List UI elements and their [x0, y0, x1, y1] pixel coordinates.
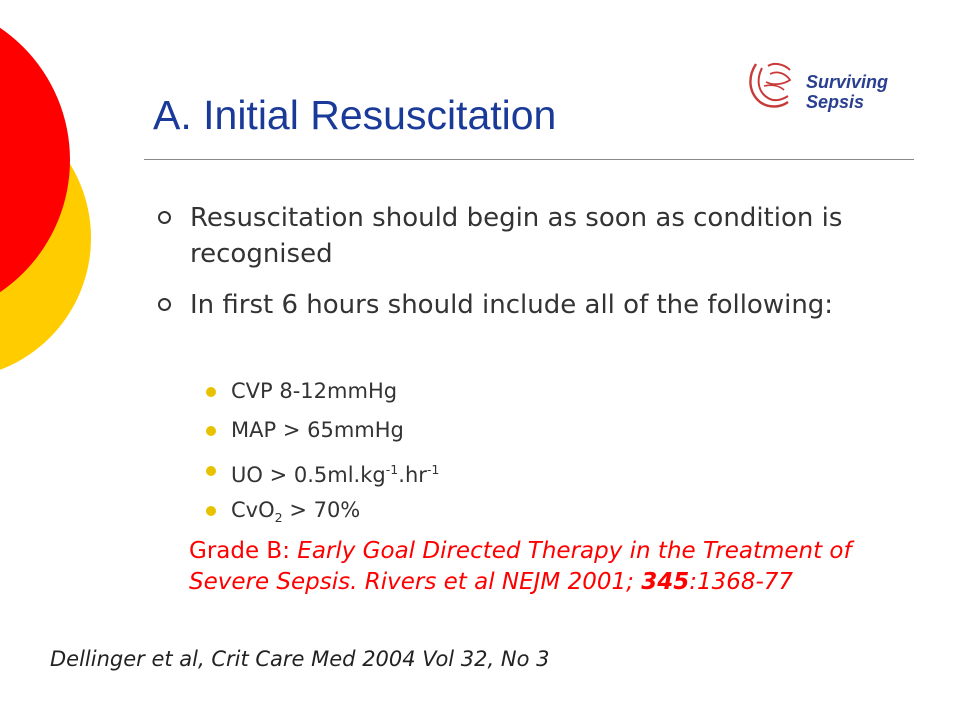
- logo-line-2: Sepsis: [806, 92, 865, 112]
- reference-footer: Dellinger et al, Crit Care Med 2004 Vol 32, No 3: [50, 647, 550, 671]
- decorative-circles: [0, 0, 120, 420]
- bullet-first-6-hours: [158, 287, 878, 323]
- dot-bullet-icon: [206, 466, 216, 476]
- sub-bullet-map: MAP > 65mmHg: [206, 416, 404, 444]
- surviving-sepsis-logo: [744, 58, 924, 118]
- hollow-circle-bullet-icon: [158, 211, 171, 224]
- sub-bullet-uo: UO > $0.5ml.kg^{-1}.hr^{-1}$: [206, 456, 439, 489]
- dot-bullet-icon: [206, 506, 216, 516]
- bullet-text: In first 6 hours should include all of the following:: [190, 290, 834, 320]
- sub-bullet-cvp: CVP 8-12mmHg: [206, 377, 397, 405]
- slide-title: A. Initial Resuscitation: [153, 92, 557, 138]
- logo-line-1: Surviving: [806, 72, 889, 92]
- grade-b-citation: Grade B: Early Goal Directed Therapy in the Treatment of Severe Sepsis. Rivers et al NEJM 2001; 345:1368-77: [189, 538, 852, 595]
- hands-logo-icon: [744, 58, 804, 118]
- title-divider: [144, 159, 914, 160]
- dot-bullet-icon: [206, 426, 216, 436]
- bullet-resuscitation: [158, 200, 878, 272]
- hollow-circle-bullet-icon: [158, 298, 171, 311]
- bullet-text: Resuscitation should begin as soon as condition is recognised: [190, 203, 843, 269]
- dot-bullet-icon: [206, 387, 216, 397]
- sub-bullet-cvo2: CvO$_2$ > 70%: [206, 496, 360, 532]
